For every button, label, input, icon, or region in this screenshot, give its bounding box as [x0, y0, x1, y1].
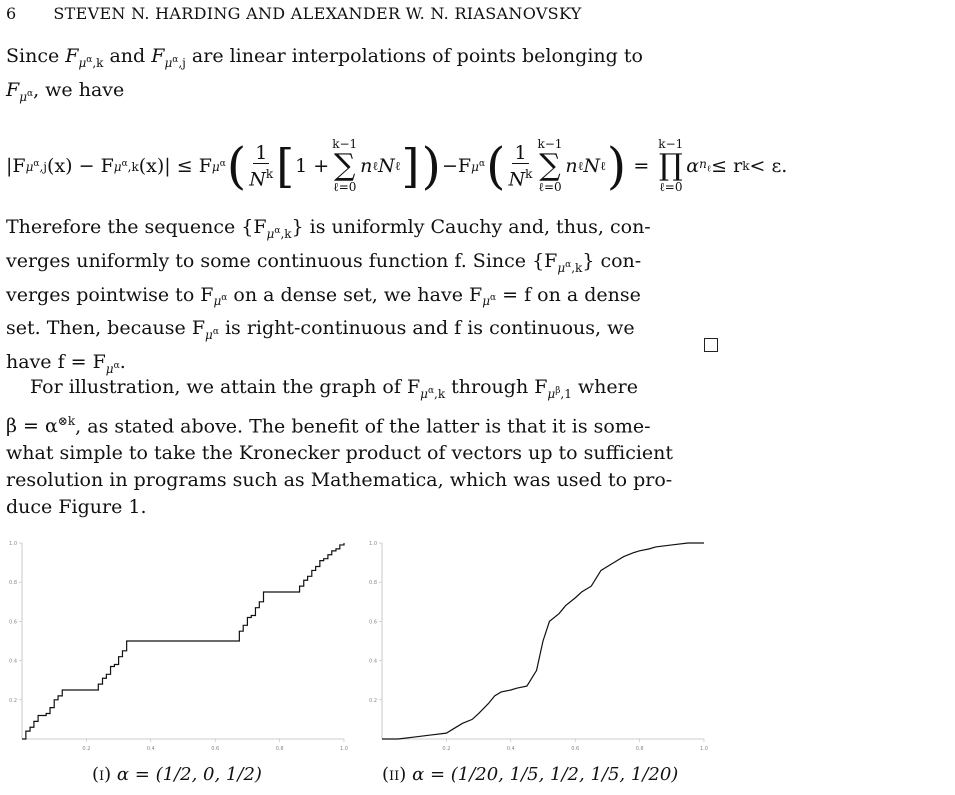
math-mu: μ: [78, 55, 87, 70]
prod-lower: ℓ=0: [659, 180, 683, 194]
p2-line3b: on a dense set, we have F: [227, 283, 483, 306]
y-tick-label: 0.4: [9, 658, 17, 665]
running-head: STEVEN N. HARDING AND ALEXANDER W. N. RIASANOVSKY: [53, 4, 582, 23]
display-equation: |F $\mu^\alpha,j$ (x) − F $\mu^\alpha,k$ (x)| ≤ F $\mu^\alpha$ ( $\frac{1}{N^k}$ [ 1 + k−1 ∑ ℓ=0 n ℓ N ℓ ] ) −F $\mu^\alpha$ ( $\frac{1}{N^k}$ k−1 ∑ ℓ=0 n ℓ N ℓ ) = k−1 ∏ ℓ=0 α $n_\ell$ ≤ r k < ε.: [6, 137, 788, 195]
math-F: F: [65, 45, 79, 67]
p3-line1b: through F: [445, 376, 548, 398]
text: are linear interpolations of points belonging to: [185, 45, 643, 67]
caption-math: α = (1/2, 0, 1/2): [116, 764, 262, 785]
p3-line1c: where: [571, 376, 638, 398]
y-tick-label: 0.4: [369, 658, 377, 665]
sum-lower: ℓ=0: [332, 180, 357, 194]
frac-den: N: [249, 168, 266, 191]
p2-line1: Therefore the sequence {F: [6, 216, 267, 238]
p3-line2b: , as stated above. The benefit of the latter is that it is some-: [75, 415, 651, 438]
y-tick-label: 0.8: [9, 580, 17, 587]
p2-line5a: have f = F: [6, 351, 106, 374]
x-tick-label: 0.4: [506, 746, 515, 752]
term-sup: ℓ: [394, 158, 401, 173]
caption-i: [92, 764, 262, 785]
tail-sup: k: [742, 159, 750, 173]
series-line: [382, 543, 704, 739]
qed-square: [704, 338, 718, 352]
p2-line5b: .: [119, 351, 126, 374]
x-tick-label: 0.6: [211, 746, 220, 752]
text: Since: [6, 45, 66, 67]
term-sub: ℓ: [372, 158, 379, 173]
p2-line3c: = f on a dense: [496, 283, 641, 306]
y-tick-label: 1.0: [369, 541, 377, 547]
term-N: N: [378, 155, 395, 177]
p2-line4a: set. Then, because F: [6, 317, 206, 340]
math-alpha: α: [86, 54, 93, 65]
paragraph-2: Therefore the sequence $\{F_{\mu^\alpha,k}\}$ is uniformly Cauchy and, thus, con- verges uniformly to some continuous function f. Since $\{F_{\mu^\alpha,k}\}$ con- verges pointwise to $F_{\mu^\alpha}$ on a dense set, we have $F_{\mu^\alpha} = f$ on a dense set. Then, because $F_{\mu^\alpha}$ is right-continuous and f is continuous, we have $f = F_{\mu^\alpha}$.: [6, 216, 651, 376]
page-number: 6: [6, 4, 17, 23]
chart-i: [8, 533, 348, 755]
eq-lhs-end: (x)| ≤ F: [138, 155, 212, 177]
running-header: [6, 4, 582, 23]
caption-math: α = (1/20, 1/5, 1/2, 1/5, 1/20): [412, 764, 679, 785]
paragraph-3: For illustration, we attain the graph of $F_{\mu^\alpha,k}$ through $F_{\mu^\beta,1}$ where $\beta = \alpha^{\otimes k}$, as stated above. The benefit of the latter is that it is some- what simple to take the Kronecker product of vectors up to sufficient resolution in programs such as Mathematica, which was used to pro- duce Figure 1.: [6, 376, 674, 519]
frac-num: 1: [255, 141, 268, 164]
p2-line1b: } is uniformly Cauchy and, thus, con-: [291, 216, 651, 238]
eq-lhs: |F: [6, 155, 26, 177]
paragraph-1: Since $F_{\mu^\alpha,k}$ and $F_{\mu^\alpha,j}$ are linear interpolations of points belonging to $F_{\mu^\alpha}$, we have: [6, 45, 643, 104]
x-tick-label: 0.6: [571, 746, 580, 752]
caption-label: (ii): [382, 764, 407, 785]
series-line: [22, 543, 344, 739]
x-tick-label: 0.8: [275, 746, 284, 752]
x-tick-label: 0.2: [442, 746, 451, 752]
p3-line2a: β = α: [6, 415, 58, 438]
x-tick-label: 1.0: [340, 746, 348, 752]
figure-1-ii: [368, 533, 708, 755]
p2-line2b: } con-: [582, 249, 642, 272]
tail: ≤ r: [711, 155, 743, 177]
chart-ii: [368, 533, 708, 755]
p2-line2: verges uniformly to some continuous function f. Since {F: [6, 249, 558, 272]
p2-line4b: is right-continuous and f is continuous, we: [218, 317, 635, 340]
x-tick-label: 0.8: [635, 746, 644, 752]
p3-line3: what simple to take the Kronecker product of vectors up to sufficient: [6, 442, 674, 465]
caption-ii: [382, 764, 678, 785]
text: , we have: [33, 78, 125, 101]
y-tick-label: 0.8: [369, 580, 377, 587]
minus-F: −F: [442, 155, 472, 177]
p3-line5: duce Figure 1.: [6, 496, 147, 519]
term-n: n: [360, 155, 373, 177]
tail-end: < ε.: [749, 155, 788, 177]
y-tick-label: 0.2: [9, 697, 17, 704]
x-tick-label: 1.0: [700, 746, 708, 752]
y-tick-label: 0.6: [369, 619, 377, 626]
alpha-n: α: [686, 155, 700, 177]
p3-line1a: For illustration, we attain the graph of F: [30, 376, 421, 398]
y-tick-label: 0.2: [369, 697, 377, 704]
x-tick-label: 0.2: [82, 746, 91, 752]
one-plus: 1 +: [295, 155, 330, 177]
sum-upper: k−1: [332, 137, 358, 151]
figure-1-i: [8, 533, 348, 755]
caption-label: (i): [92, 764, 112, 785]
p2-line3a: verges pointwise to F: [6, 283, 214, 306]
prod-upper: k−1: [658, 137, 684, 151]
y-tick-label: 1.0: [9, 541, 17, 547]
y-tick-label: 0.6: [9, 619, 17, 626]
x-tick-label: 0.4: [146, 746, 155, 752]
eq-lhs-rest: (x) − F: [47, 155, 114, 177]
frac-sup: k: [265, 166, 274, 181]
p3-line4: resolution in programs such as Mathematica, which was used to pro-: [6, 469, 673, 492]
text: and: [103, 45, 152, 67]
